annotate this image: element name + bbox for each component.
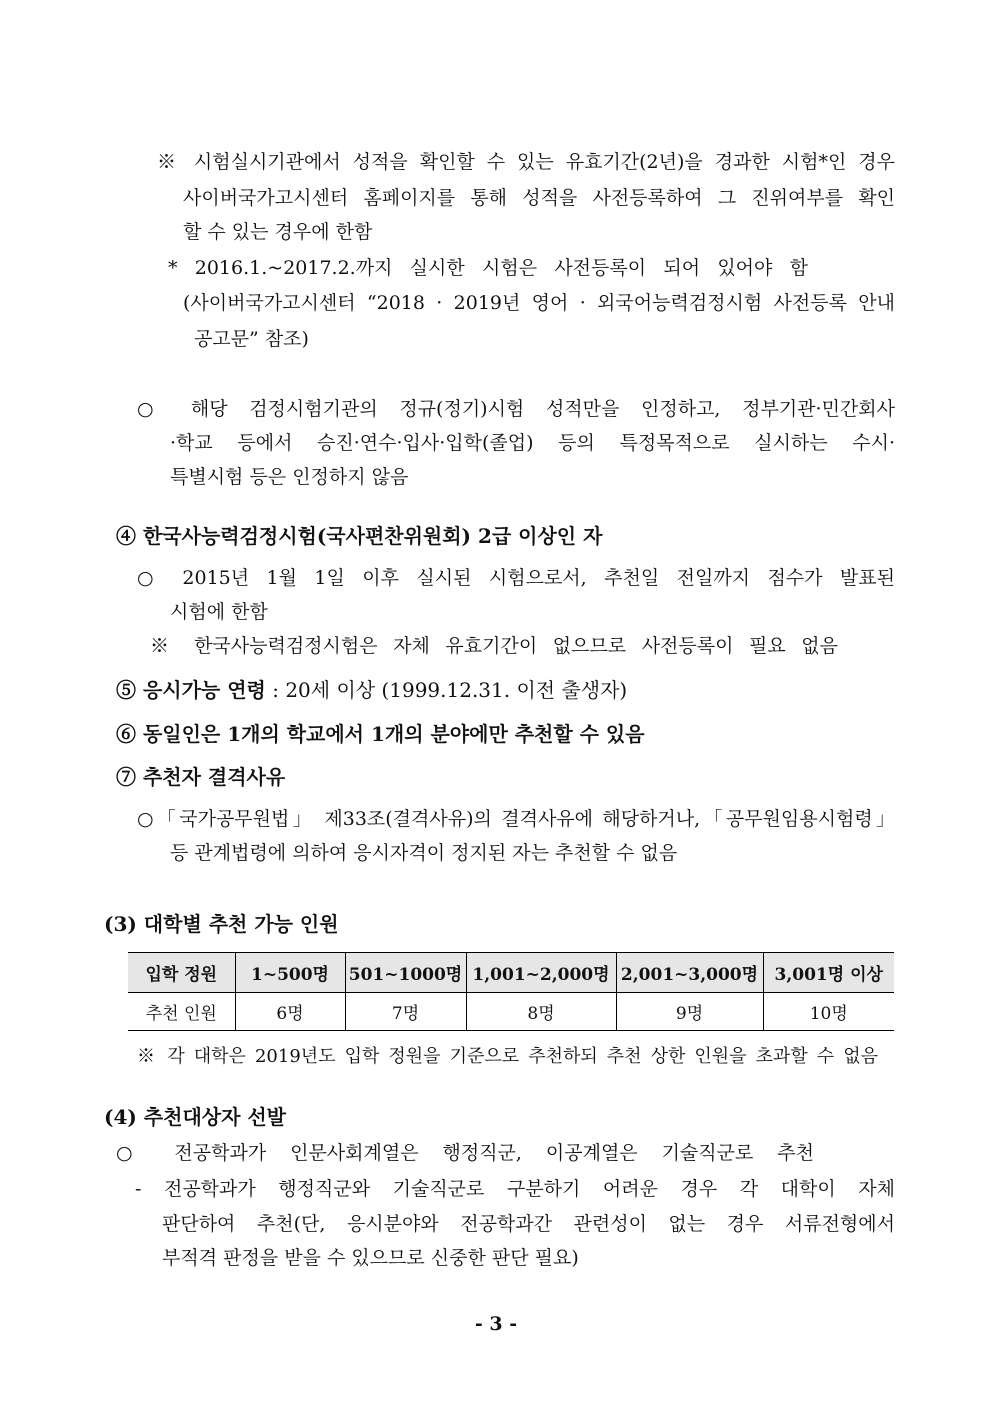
regular-exam-bullet-line-3: 특별시험 등은 인정하지 않음 — [170, 466, 409, 488]
item-7-heading: ⑦ 추천자 결격사유 — [116, 765, 286, 789]
table-header-row — [128, 953, 894, 993]
item-6-heading: ⑥ 동일인은 1개의 학교에서 1개의 분야에만 추천할 수 있음 — [116, 722, 645, 746]
footnote-line-2: (사이버국가고시센터 “2018 · 2019년 영어 · 외국어능력검정시험 사전등록 안내 — [183, 292, 895, 314]
item-7-bullet-line-2: 등 관계법령에 의하여 응시자격이 정지된 자는 추천할 수 없음 — [170, 842, 678, 864]
table-header-cell: 입학 정원 — [128, 953, 235, 993]
section-4-dash-line-1: - 전공학과가 행정직군와 기술직군로 구분하기 어려운 경우 각 대학이 자체 — [135, 1178, 895, 1200]
table-cell: 9명 — [616, 993, 763, 1031]
regular-exam-bullet-line-2: ·학교 등에서 승진·연수·입사·입학(졸업) 등의 특정목적으로 실시하는 수시· — [170, 432, 895, 454]
table-header-cell: 3,001명 이상 — [763, 953, 894, 993]
item-4-bullet-line-1: ○ 2015년 1월 1일 이후 실시된 시험으로서, 추천일 전일까지 점수가 발표된 — [137, 567, 895, 589]
item-5-value: : 20세 이상 (1999.12.31. 이전 출생자) — [265, 678, 628, 702]
footnote-line-1: * 2016.1.~2017.2.까지 실시한 시험은 사전등록이 되어 있어야 함 — [168, 257, 808, 279]
section-4-dash-line-3: 부적격 판정을 받을 수 있으므로 신중한 판단 필요) — [162, 1247, 579, 1269]
table-cell: 7명 — [345, 993, 466, 1031]
item-4-bullet-line-2: 시험에 한함 — [170, 601, 268, 623]
table-cell: 8명 — [466, 993, 616, 1031]
section-4-heading: (4) 추천대상자 선발 — [104, 1105, 287, 1129]
table-header-cell: 1,001~2,000명 — [466, 953, 616, 993]
item-4-note: ※ 한국사능력검정시험은 자체 유효기간이 없으므로 사전등록이 필요 없음 — [150, 635, 838, 657]
validity-note-line-3: 할 수 있는 경우에 한함 — [183, 221, 373, 243]
table-cell: 추천 인원 — [128, 993, 235, 1031]
page-number: - 3 - — [474, 1313, 518, 1335]
footnote-line-3: 공고문” 참조) — [194, 328, 309, 350]
item-5-label: ⑤ 응시가능 연령 — [116, 678, 266, 702]
validity-note-line-1: ※ 시험실시기관에서 성적을 확인할 수 있는 유효기간(2년)을 경과한 시험*인 경우 — [157, 151, 895, 173]
table-header-cell: 501~1000명 — [345, 953, 466, 993]
table-header-cell: 2,001~3,000명 — [616, 953, 763, 993]
item-7-bullet-line-1: ○「국가공무원법」 제33조(결격사유)의 결격사유에 해당하거나,「공무원임용시험령」 — [137, 808, 895, 830]
table-cell: 10명 — [809, 1004, 848, 1024]
section-3-heading: (3) 대학별 추천 가능 인원 — [104, 912, 339, 936]
quota-note: ※ 각 대학은 2019년도 입학 정원을 기준으로 추천하되 추천 상한 인원을 초과할 수 없음 — [137, 1046, 878, 1067]
table-row — [128, 993, 894, 1031]
item-4-heading: ④ 한국사능력검정시험(국사편찬위원회) 2급 이상인 자 — [116, 524, 603, 548]
validity-note-line-2: 사이버국가고시센터 홈페이지를 통해 성적을 사전등록하여 그 진위여부를 확인 — [183, 187, 895, 209]
section-4-dash-line-2: 판단하여 추천(단, 응시분야와 전공학과간 관련성이 없는 경우 서류전형에서 — [162, 1213, 895, 1235]
table-header-cell: 1~500명 — [235, 953, 345, 993]
section-4-bullet: ○ 전공학과가 인문사회계열은 행정직군, 이공계열은 기술직군로 추천 — [116, 1142, 814, 1164]
table-cell: 6명 — [235, 993, 345, 1031]
regular-exam-bullet-line-1: ○ 해당 검정시험기관의 정규(정기)시험 성적만을 인정하고, 정부기관·민간회사 — [137, 398, 895, 420]
item-5-line — [116, 678, 627, 702]
recommendation-quota-table — [128, 952, 894, 1031]
